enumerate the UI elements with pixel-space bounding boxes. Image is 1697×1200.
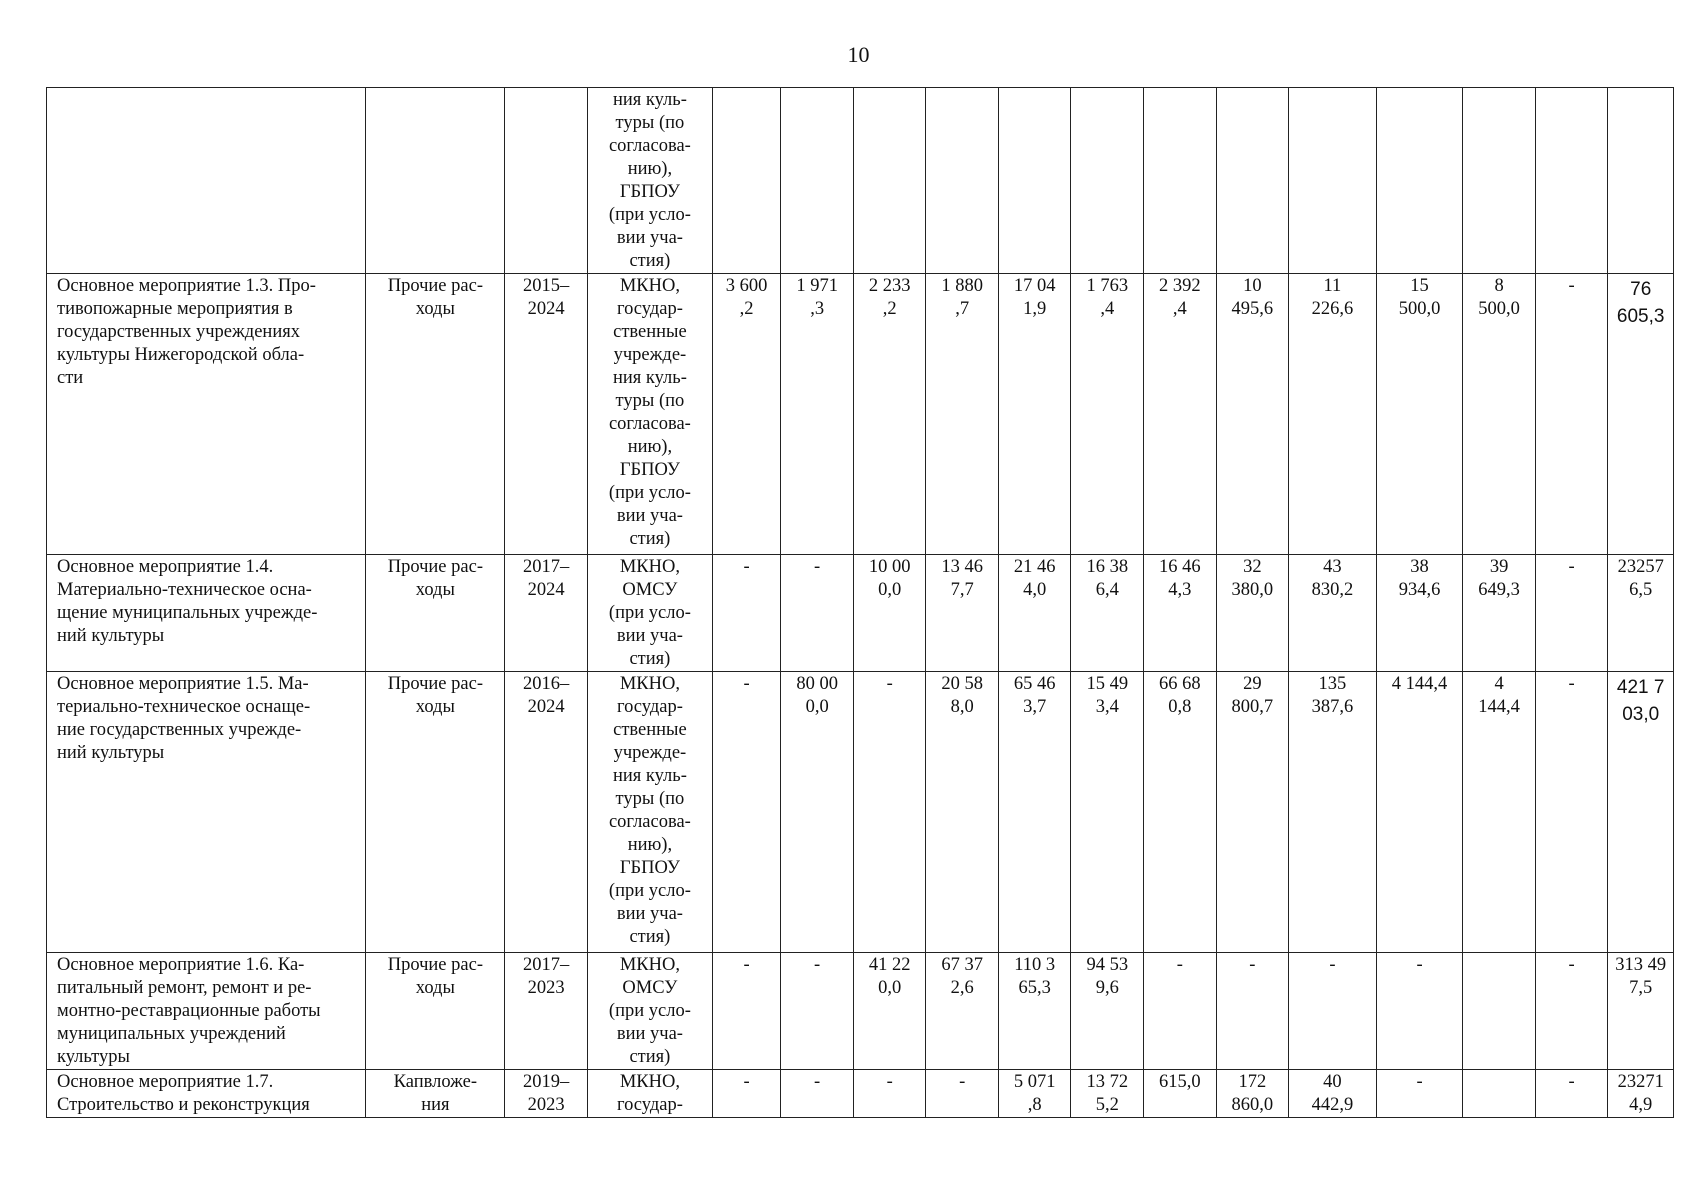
event-name-cell (47, 88, 366, 274)
year-value-cell: 94 53 9,6 (1071, 953, 1144, 1070)
year-value-cell: 1 971 ,3 (781, 274, 854, 555)
year-value-cell: 8 500,0 (1463, 274, 1536, 555)
year-value-cell: 29 800,7 (1216, 672, 1289, 953)
year-value-cell (853, 88, 926, 274)
year-value-cell: 11 226,6 (1289, 274, 1377, 555)
event-name-cell: Основное мероприятие 1.6. Ка- питальный ремонт, ремонт и ре- монтно-реставрационные работы муниципальных учреждений культуры (47, 953, 366, 1070)
year-value-cell: 66 68 0,8 (1144, 672, 1217, 953)
executor-cell: МКНО, государ- ственные учрежде- ния куль- туры (по согласова- нию), ГБПОУ (при усло- вии уча- стия) (587, 672, 712, 953)
total-cell: 313 49 7,5 (1608, 953, 1674, 1070)
year-value-cell: 615,0 (1144, 1070, 1217, 1118)
expense-type-cell: Прочие рас- ходы (366, 555, 505, 672)
year-value-cell: 16 46 4,3 (1144, 555, 1217, 672)
executor-cell: МКНО, ОМСУ (при усло- вии уча- стия) (587, 555, 712, 672)
event-name-cell: Основное мероприятие 1.7. Строительство и реконструкция (47, 1070, 366, 1118)
total-cell (1608, 88, 1674, 274)
year-value-cell: - (1144, 953, 1217, 1070)
year-value-cell: 4 144,4 (1463, 672, 1536, 953)
period-cell: 2019– 2023 (505, 1070, 588, 1118)
table-row (47, 88, 1674, 274)
year-value-cell: 3 600 ,2 (712, 274, 781, 555)
year-value-cell (926, 88, 999, 274)
year-value-cell: - (1289, 953, 1377, 1070)
year-value-cell: 13 46 7,7 (926, 555, 999, 672)
year-value-cell: 32 380,0 (1216, 555, 1289, 672)
year-value-cell: 4 144,4 (1376, 672, 1463, 953)
year-value-cell (1463, 953, 1536, 1070)
year-value-cell: 43 830,2 (1289, 555, 1377, 672)
executor-cell: ния куль- туры (по согласова- нию), ГБПОУ (при усло- вии уча- стия) (587, 88, 712, 274)
event-name-cell: Основное мероприятие 1.5. Ма- териально-техническое оснаще- ние государственных учрежде- ний культуры (47, 672, 366, 953)
year-value-cell: 80 00 0,0 (781, 672, 854, 953)
year-value-cell: - (853, 1070, 926, 1118)
year-value-cell: 65 46 3,7 (998, 672, 1071, 953)
year-value-cell: - (853, 672, 926, 953)
year-value-cell: - (712, 672, 781, 953)
period-cell: 2017– 2023 (505, 953, 588, 1070)
total-cell: 76 605,3 (1608, 274, 1674, 555)
table-row (47, 953, 1674, 1070)
year-value-cell: 1 763 ,4 (1071, 274, 1144, 555)
year-value-cell: - (781, 953, 854, 1070)
year-value-cell: 67 37 2,6 (926, 953, 999, 1070)
year-value-cell: 40 442,9 (1289, 1070, 1377, 1118)
year-value-cell: 21 46 4,0 (998, 555, 1071, 672)
expense-type-cell: Капвложе- ния (366, 1070, 505, 1118)
year-value-cell: 38 934,6 (1376, 555, 1463, 672)
year-value-cell: 13 72 5,2 (1071, 1070, 1144, 1118)
total-cell: 421 7 03,0 (1608, 672, 1674, 953)
year-value-cell (1216, 88, 1289, 274)
year-value-cell: 15 500,0 (1376, 274, 1463, 555)
table-row (47, 1070, 1674, 1118)
year-value-cell: - (926, 1070, 999, 1118)
year-value-cell (1463, 88, 1536, 274)
year-value-cell: 16 38 6,4 (1071, 555, 1144, 672)
year-value-cell (1071, 88, 1144, 274)
year-value-cell: 5 071 ,8 (998, 1070, 1071, 1118)
year-value-cell: - (1376, 953, 1463, 1070)
total-cell: 23271 4,9 (1608, 1070, 1674, 1118)
year-value-cell: 172 860,0 (1216, 1070, 1289, 1118)
expense-type-cell: Прочие рас- ходы (366, 672, 505, 953)
year-value-cell (1289, 88, 1377, 274)
year-value-cell: 135 387,6 (1289, 672, 1377, 953)
table-row (47, 555, 1674, 672)
year-value-cell: 110 3 65,3 (998, 953, 1071, 1070)
table-row (47, 274, 1674, 555)
year-value-cell: - (1535, 555, 1608, 672)
executor-cell: МКНО, ОМСУ (при усло- вии уча- стия) (587, 953, 712, 1070)
executor-cell: МКНО, государ- ственные учрежде- ния куль- туры (по согласова- нию), ГБПОУ (при усло- вии уча- стия) (587, 274, 712, 555)
year-value-cell: - (712, 555, 781, 672)
year-value-cell (712, 88, 781, 274)
event-name-cell: Основное мероприятие 1.3. Про- тивопожарные мероприятия в государственных учреждениях культуры Нижегородской обла- сти (47, 274, 366, 555)
year-value-cell: 41 22 0,0 (853, 953, 926, 1070)
year-value-cell (1144, 88, 1217, 274)
year-value-cell (998, 88, 1071, 274)
table-row (47, 672, 1674, 953)
event-name-cell: Основное мероприятие 1.4. Материально-техническое осна- щение муниципальных учрежде- ний культуры (47, 555, 366, 672)
year-value-cell: - (1216, 953, 1289, 1070)
expense-type-cell (366, 88, 505, 274)
year-value-cell: - (1535, 672, 1608, 953)
year-value-cell (1535, 88, 1608, 274)
page-number: 10 (847, 42, 870, 67)
period-cell: 2015– 2024 (505, 274, 588, 555)
year-value-cell: - (712, 1070, 781, 1118)
year-value-cell: - (1535, 953, 1608, 1070)
year-value-cell (1463, 1070, 1536, 1118)
year-value-cell: 2 233 ,2 (853, 274, 926, 555)
year-value-cell: 2 392 ,4 (1144, 274, 1217, 555)
expense-type-cell: Прочие рас- ходы (366, 274, 505, 555)
period-cell: 2017– 2024 (505, 555, 588, 672)
year-value-cell: - (1376, 1070, 1463, 1118)
period-cell: 2016– 2024 (505, 672, 588, 953)
total-cell: 23257 6,5 (1608, 555, 1674, 672)
year-value-cell: 20 58 8,0 (926, 672, 999, 953)
expense-type-cell: Прочие рас- ходы (366, 953, 505, 1070)
year-value-cell: 10 00 0,0 (853, 555, 926, 672)
year-value-cell (1376, 88, 1463, 274)
year-value-cell: - (1535, 1070, 1608, 1118)
year-value-cell: - (1535, 274, 1608, 555)
year-value-cell: 1 880 ,7 (926, 274, 999, 555)
year-value-cell: 17 04 1,9 (998, 274, 1071, 555)
year-value-cell: - (712, 953, 781, 1070)
executor-cell: МКНО, государ- (587, 1070, 712, 1118)
year-value-cell: - (781, 1070, 854, 1118)
year-value-cell: 39 649,3 (1463, 555, 1536, 672)
year-value-cell: 15 49 3,4 (1071, 672, 1144, 953)
year-value-cell: - (781, 555, 854, 672)
year-value-cell: 10 495,6 (1216, 274, 1289, 555)
year-value-cell (781, 88, 854, 274)
period-cell (505, 88, 588, 274)
budget-table (46, 87, 1674, 1118)
